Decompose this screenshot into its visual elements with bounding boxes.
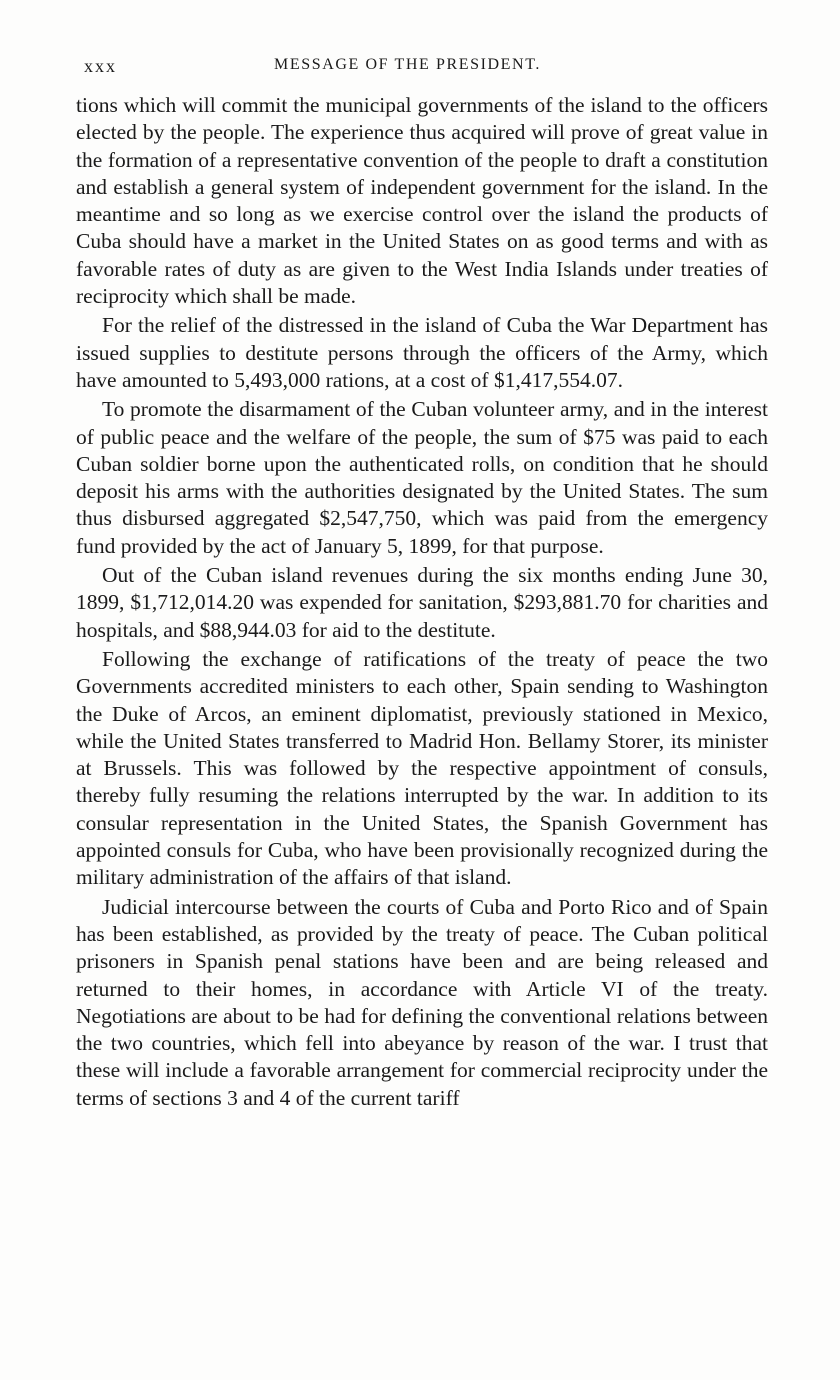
running-head xyxy=(84,56,766,80)
paragraph-judicial: Judicial intercourse between the courts of Cuba and Porto Rico and of Spain has been established, as provided by the treaty of peace. The Cuban political prisoners in Spanish penal stations have been and are being released and returned to their homes, in accordance with Article VI of the treaty. Negotiations are about to be had for defining the conventional relations between the two countries, which fell into abeyance by reason of the war. I trust that these will include a favorable arrangement for commercial reciprocity under the terms of sections 3 and 4 of the current tariff xyxy=(76,894,768,1110)
paragraph-relief: For the relief of the distressed in the island of Cuba the War Department has issued supplies to destitute persons through the officers of the Army, which have amounted to 5,493,000 rations, at a cost of $1,417,554.07. xyxy=(76,313,768,392)
paragraph-revenues: Out of the Cuban island revenues during the six months ending June 30, 1899, $1,712,014.20 was expended for sanitation, $293,881.70 for charities and hospitals, and $88,944.03 for aid to the destitute. xyxy=(76,563,768,642)
page-number: xxx xyxy=(84,56,117,76)
running-title: MESSAGE OF THE PRESIDENT. xyxy=(274,56,541,73)
body-text xyxy=(76,92,768,1114)
paragraph-ratifications: Following the exchange of ratifications of the treaty of peace the two Governments accredited ministers to each other, Spain sending to Washington the Duke of Arcos, an eminent diplomatist, previously stationed in Mexico, while the United States transferred to Madrid Hon. Bellamy Storer, its minister at Brussels. This was followed by the respective appointment of consuls, thereby fully resuming the relations interrupted by the war. In addition to its consular representation in the United States, the Spanish Government has appointed consuls for Cuba, who have been provisionally recognized during the military administration of the affairs of that island. xyxy=(76,646,768,890)
paragraph-continuation: tions which will commit the municipal governments of the island to the officers elected by the people. The experience thus acquired will prove of great value in the formation of a representative convention of the people to draft a constitution and establish a general system of independent government for the island. In the meantime and so long as we exercise control over the island the products of Cuba should have a market in the United States on as good terms and with as favorable rates of duty as are given to the West India Islands under treaties of reciprocity which shall be made. xyxy=(76,93,768,309)
paragraph-disarmament: To promote the disarmament of the Cuban volunteer army, and in the interest of public peace and the welfare of the people, the sum of $75 was paid to each Cuban soldier borne upon the authenticated rolls, on condition that he should deposit his arms with the authorities designated by the United States. The sum thus disbursed aggregated $2,547,750, which was paid from the emergency fund provided by the act of January 5, 1899, for that purpose. xyxy=(76,397,768,558)
